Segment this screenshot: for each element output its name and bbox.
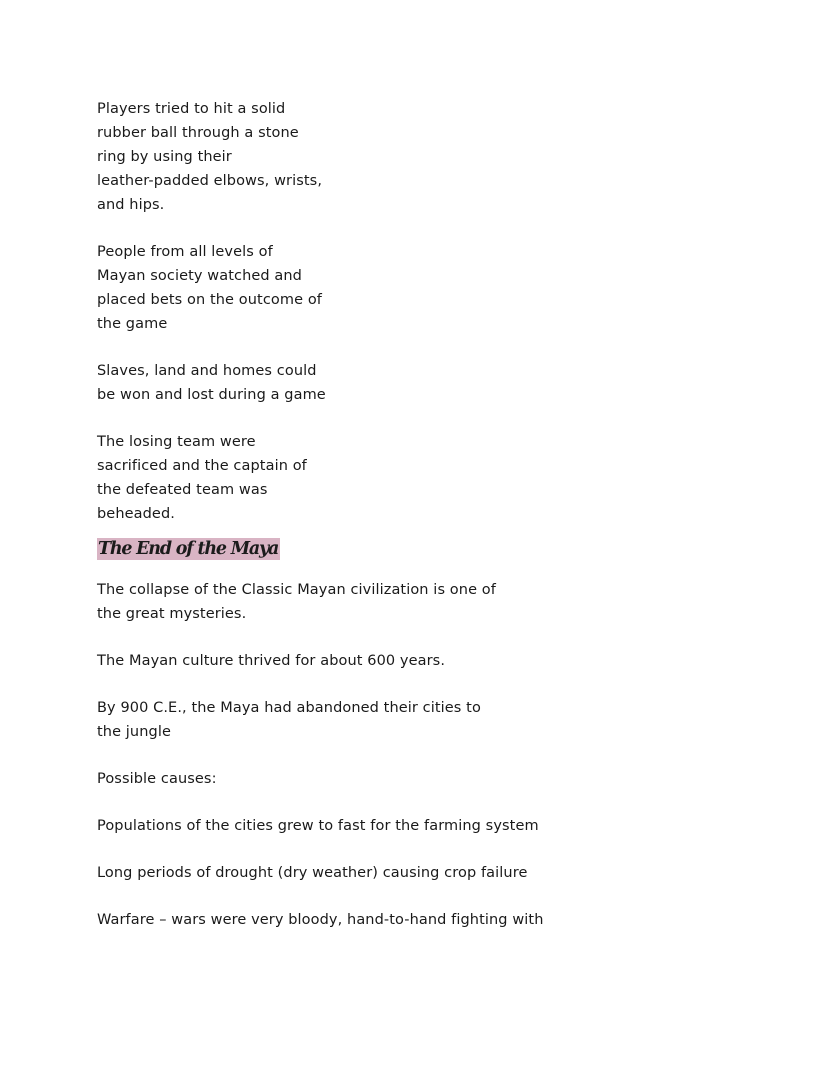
- paragraph-warfare: [97, 908, 737, 932]
- text-line: the game: [97, 316, 168, 332]
- text-line: ring by using their: [97, 149, 232, 165]
- paragraph-population: [97, 814, 737, 838]
- section-heading: The End of the Maya: [98, 539, 279, 559]
- paragraph-thrived: [97, 649, 737, 673]
- text-line: leather-padded elbows, wrists,: [97, 173, 323, 189]
- text-line: People from all levels of: [97, 244, 273, 260]
- paragraph-drought: [97, 861, 737, 885]
- text-line: Warfare – wars were very bloody, hand-to-hand fighting with: [97, 912, 544, 928]
- section-end-of-maya: [97, 578, 737, 932]
- paragraph-ballgame-rules: [97, 97, 737, 217]
- text-line: the jungle: [97, 724, 171, 740]
- section-heading-wrap: [97, 532, 737, 568]
- paragraph-stakes: [97, 359, 737, 407]
- document-body: [97, 97, 737, 955]
- text-line: the defeated team was: [97, 482, 268, 498]
- text-line: placed bets on the outcome of: [97, 292, 322, 308]
- text-line: Long periods of drought (dry weather) causing crop failure: [97, 865, 528, 881]
- text-line: the great mysteries.: [97, 606, 247, 622]
- text-line: rubber ball through a stone: [97, 125, 299, 141]
- text-line: Slaves, land and homes could: [97, 363, 317, 379]
- text-line: and hips.: [97, 197, 165, 213]
- paragraph-collapse: [97, 578, 737, 626]
- paragraph-losing-team: [97, 430, 737, 526]
- text-line: By 900 C.E., the Maya had abandoned their cities to: [97, 700, 481, 716]
- text-line: beheaded.: [97, 506, 175, 522]
- paragraph-possible-causes: [97, 767, 737, 791]
- text-line: The Mayan culture thrived for about 600 years.: [97, 653, 446, 669]
- text-line: The collapse of the Classic Mayan civilization is one of: [97, 582, 496, 598]
- text-line: Players tried to hit a solid: [97, 101, 286, 117]
- text-line: Possible causes:: [97, 771, 217, 787]
- text-line: sacrificed and the captain of: [97, 458, 307, 474]
- text-line: The losing team were: [97, 434, 256, 450]
- paragraph-spectators: [97, 240, 737, 336]
- text-line: Mayan society watched and: [97, 268, 302, 284]
- paragraph-abandoned: [97, 696, 737, 744]
- text-line: Populations of the cities grew to fast for the farming system: [97, 818, 539, 834]
- text-line: be won and lost during a game: [97, 387, 326, 403]
